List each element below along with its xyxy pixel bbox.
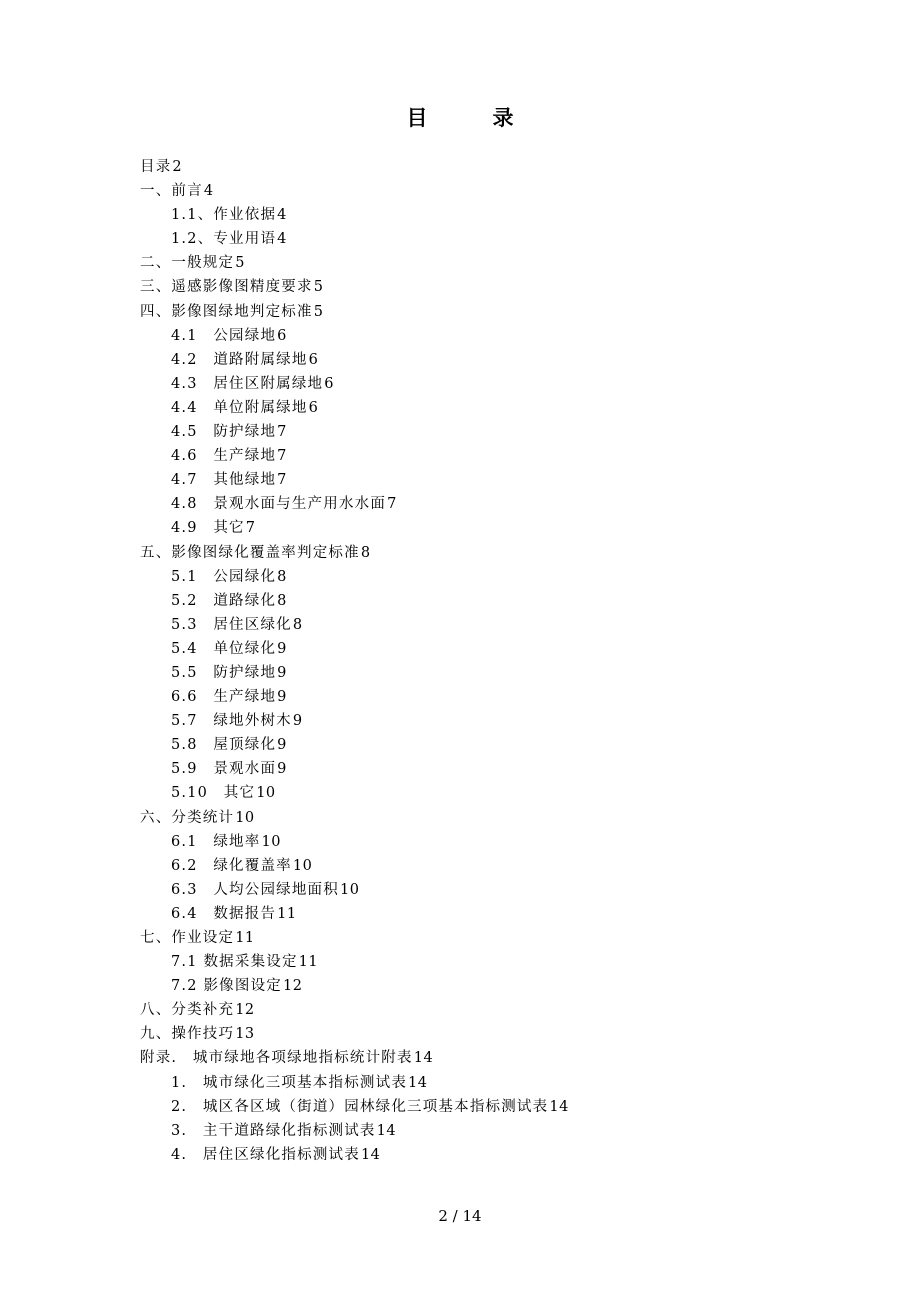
toc-entry[interactable]: [140, 324, 860, 348]
toc-entry[interactable]: [140, 613, 860, 637]
toc-entry-label: 5.10 其它: [171, 785, 256, 802]
toc-entry-label: 五、影像图绿化覆盖率判定标准: [140, 544, 360, 561]
toc-entry[interactable]: [140, 757, 860, 781]
toc-entry[interactable]: [140, 565, 860, 589]
toc-entry-page-number: 5: [313, 303, 324, 320]
toc-entry-label: 6.1 绿地率: [171, 833, 261, 850]
toc-entry-page-number: 7: [245, 520, 256, 537]
toc-entry-label: 2. 城区各区域（街道）园林绿化三项基本指标测试表: [171, 1098, 549, 1115]
toc-entry-page-number: 14: [376, 1122, 397, 1139]
toc-entry-label: 1.1、作业依据: [171, 207, 277, 224]
toc-entry[interactable]: [140, 637, 860, 661]
toc-entry-label: 5.2 道路绿化: [171, 592, 277, 609]
toc-entry-label: 八、分类补充: [140, 1002, 235, 1019]
toc-entry-label: 4.6 生产绿地: [171, 448, 277, 465]
toc-entry-page-number: 6: [308, 399, 319, 416]
toc-entry-page-number: 10: [339, 881, 360, 898]
toc-entry-label: 二、一般规定: [140, 255, 235, 272]
toc-entry-label: 目录: [140, 159, 172, 175]
toc-entry-page-number: 4: [203, 183, 214, 200]
toc-entry-page-number: 5: [313, 279, 324, 296]
toc-entry-label: 5.5 防护绿地: [171, 664, 277, 681]
toc-entry-label: 一、前言: [140, 183, 203, 200]
toc-entry-label: 7.1 数据采集设定: [171, 954, 298, 971]
toc-entry-label: 5.4 单位绿化: [171, 640, 277, 657]
toc-entry[interactable]: [140, 444, 860, 468]
toc-entry[interactable]: [140, 372, 860, 396]
toc-entry[interactable]: [140, 1071, 860, 1095]
toc-entry-page-number: 12: [282, 978, 303, 995]
toc-entry-label: 5.8 屋顶绿化: [171, 737, 277, 754]
toc-entry-label: 6.2 绿化覆盖率: [171, 857, 292, 874]
toc-entry[interactable]: [140, 685, 860, 709]
toc-entry[interactable]: [140, 781, 860, 805]
toc-entry[interactable]: [140, 709, 860, 733]
toc-entry-label: 4.5 防护绿地: [171, 424, 277, 441]
toc-entry-page-number: 9: [277, 737, 287, 754]
toc-entry-page-number: 10: [235, 809, 255, 826]
toc-entry-label: 4. 居住区绿化指标测试表: [171, 1146, 360, 1163]
toc-entry-page-number: 9: [277, 689, 287, 706]
toc-entry-label: 4.9 其它: [171, 520, 245, 537]
toc-entry-page-number: 14: [549, 1098, 569, 1115]
toc-entry[interactable]: [140, 830, 860, 854]
toc-entry-label: 七、作业设定: [140, 930, 235, 946]
toc-entry[interactable]: [140, 275, 860, 299]
toc-entry-label: 6.6 生产绿地: [171, 689, 277, 706]
toc-entry[interactable]: [140, 492, 860, 516]
toc-entry-label: 6.4 数据报告: [171, 905, 277, 922]
toc-entry-label: 4.2 道路附属绿地: [171, 351, 308, 368]
toc-entry-page-number: 5: [235, 255, 245, 272]
toc-entry-page-number: 2: [172, 159, 183, 175]
toc-entry-label: 4.3 居住区附属绿地: [171, 375, 324, 392]
toc-entry-page-number: 7: [277, 424, 287, 441]
toc-entry[interactable]: [140, 974, 860, 998]
toc-entry[interactable]: [140, 589, 860, 613]
toc-entry-page-number: 6: [308, 351, 319, 368]
toc-entry-page-number: 4: [277, 207, 287, 224]
toc-entry-page-number: 12: [235, 1002, 255, 1019]
toc-entry-page-number: 7: [277, 472, 287, 489]
toc-entry[interactable]: [140, 1046, 860, 1070]
toc-entry[interactable]: [140, 1095, 860, 1119]
toc-entry[interactable]: [140, 1022, 860, 1046]
toc-entry[interactable]: [140, 300, 860, 324]
toc-entry[interactable]: [140, 902, 860, 926]
toc-entry-label: 三、遥感影像图精度要求: [140, 279, 313, 296]
toc-entry-label: 附录. 城市绿地各项绿地指标统计附表: [140, 1050, 413, 1067]
toc-entry-label: 5.7 绿地外树木: [171, 713, 292, 730]
toc-entry[interactable]: [140, 854, 860, 878]
toc-entry-page-number: 9: [277, 761, 287, 778]
toc-entry-label: 3. 主干道路绿化指标测试表: [171, 1122, 376, 1139]
toc-entry[interactable]: [140, 998, 860, 1022]
toc-entry[interactable]: [140, 203, 860, 227]
toc-entry-page-number: 14: [360, 1146, 381, 1163]
toc-entry-page-number: 13: [235, 1026, 255, 1043]
toc-entry-label: 4.7 其他绿地: [171, 472, 277, 489]
toc-entry[interactable]: [140, 516, 860, 540]
toc-entry[interactable]: [140, 950, 860, 974]
toc-entry[interactable]: [140, 179, 860, 203]
toc-entry-page-number: 14: [413, 1050, 434, 1067]
toc-entry-page-number: 10: [261, 833, 281, 850]
toc-entry[interactable]: [140, 878, 860, 902]
toc-entry-label: 5.3 居住区绿化: [171, 616, 292, 633]
toc-entry-page-number: 9: [277, 640, 287, 657]
table-of-contents: [140, 155, 860, 1167]
toc-entry-page-number: 6: [324, 375, 334, 392]
toc-entry[interactable]: [140, 396, 860, 420]
toc-entry[interactable]: [140, 420, 860, 444]
toc-entry[interactable]: [140, 661, 860, 685]
page-number-footer: 2 / 14: [438, 1207, 482, 1225]
toc-entry-page-number: 9: [292, 713, 303, 730]
toc-entry[interactable]: [140, 1119, 860, 1143]
toc-entry-page-number: 6: [277, 327, 287, 344]
toc-entry-label: 4.1 公园绿地: [171, 327, 277, 344]
toc-entry-label: 1.2、专业用语: [171, 231, 277, 248]
toc-entry-label: 4.4 单位附属绿地: [171, 399, 308, 416]
toc-entry[interactable]: [140, 926, 860, 950]
toc-entry-page-number: 10: [256, 785, 276, 802]
toc-entry-page-number: 7: [387, 496, 397, 513]
toc-entry-label: 4.8 景观水面与生产用水水面: [171, 496, 387, 513]
toc-entry-label: 四、影像图绿地判定标准: [140, 303, 313, 320]
toc-entry-label: 5.1 公园绿化: [171, 568, 277, 585]
toc-entry-page-number: 8: [277, 592, 287, 609]
toc-entry-label: 1. 城市绿化三项基本指标测试表: [171, 1074, 408, 1091]
toc-entry-label: 7.2 影像图设定: [171, 978, 282, 995]
toc-entry-label: 九、操作技巧: [140, 1026, 235, 1043]
toc-entry-page-number: 8: [277, 568, 287, 585]
toc-entry-label: 6.3 人均公园绿地面积: [171, 881, 339, 898]
page-title: 目 录: [406, 105, 536, 130]
toc-entry[interactable]: [140, 348, 860, 372]
toc-entry-label: 5.9 景观水面: [171, 761, 277, 778]
toc-entry[interactable]: [140, 541, 860, 565]
toc-entry[interactable]: [140, 733, 860, 757]
toc-entry-page-number: 7: [277, 448, 287, 465]
toc-entry-page-number: 9: [277, 664, 287, 681]
toc-entry-page-number: 8: [360, 544, 371, 561]
toc-entry-page-number: 10: [292, 857, 313, 874]
toc-entry[interactable]: [140, 1143, 860, 1167]
toc-entry-page-number: 11: [277, 905, 297, 922]
toc-entry[interactable]: [140, 468, 860, 492]
toc-entry[interactable]: [140, 155, 860, 179]
toc-entry-page-number: 11: [298, 954, 319, 971]
toc-entry-page-number: 11: [235, 930, 255, 946]
toc-entry[interactable]: [140, 251, 860, 275]
toc-entry-page-number: 8: [292, 616, 303, 633]
toc-entry-page-number: 4: [277, 231, 287, 248]
toc-entry[interactable]: [140, 806, 860, 830]
toc-entry-page-number: 14: [408, 1074, 428, 1091]
toc-entry-label: 六、分类统计: [140, 809, 235, 826]
toc-entry[interactable]: [140, 227, 860, 251]
